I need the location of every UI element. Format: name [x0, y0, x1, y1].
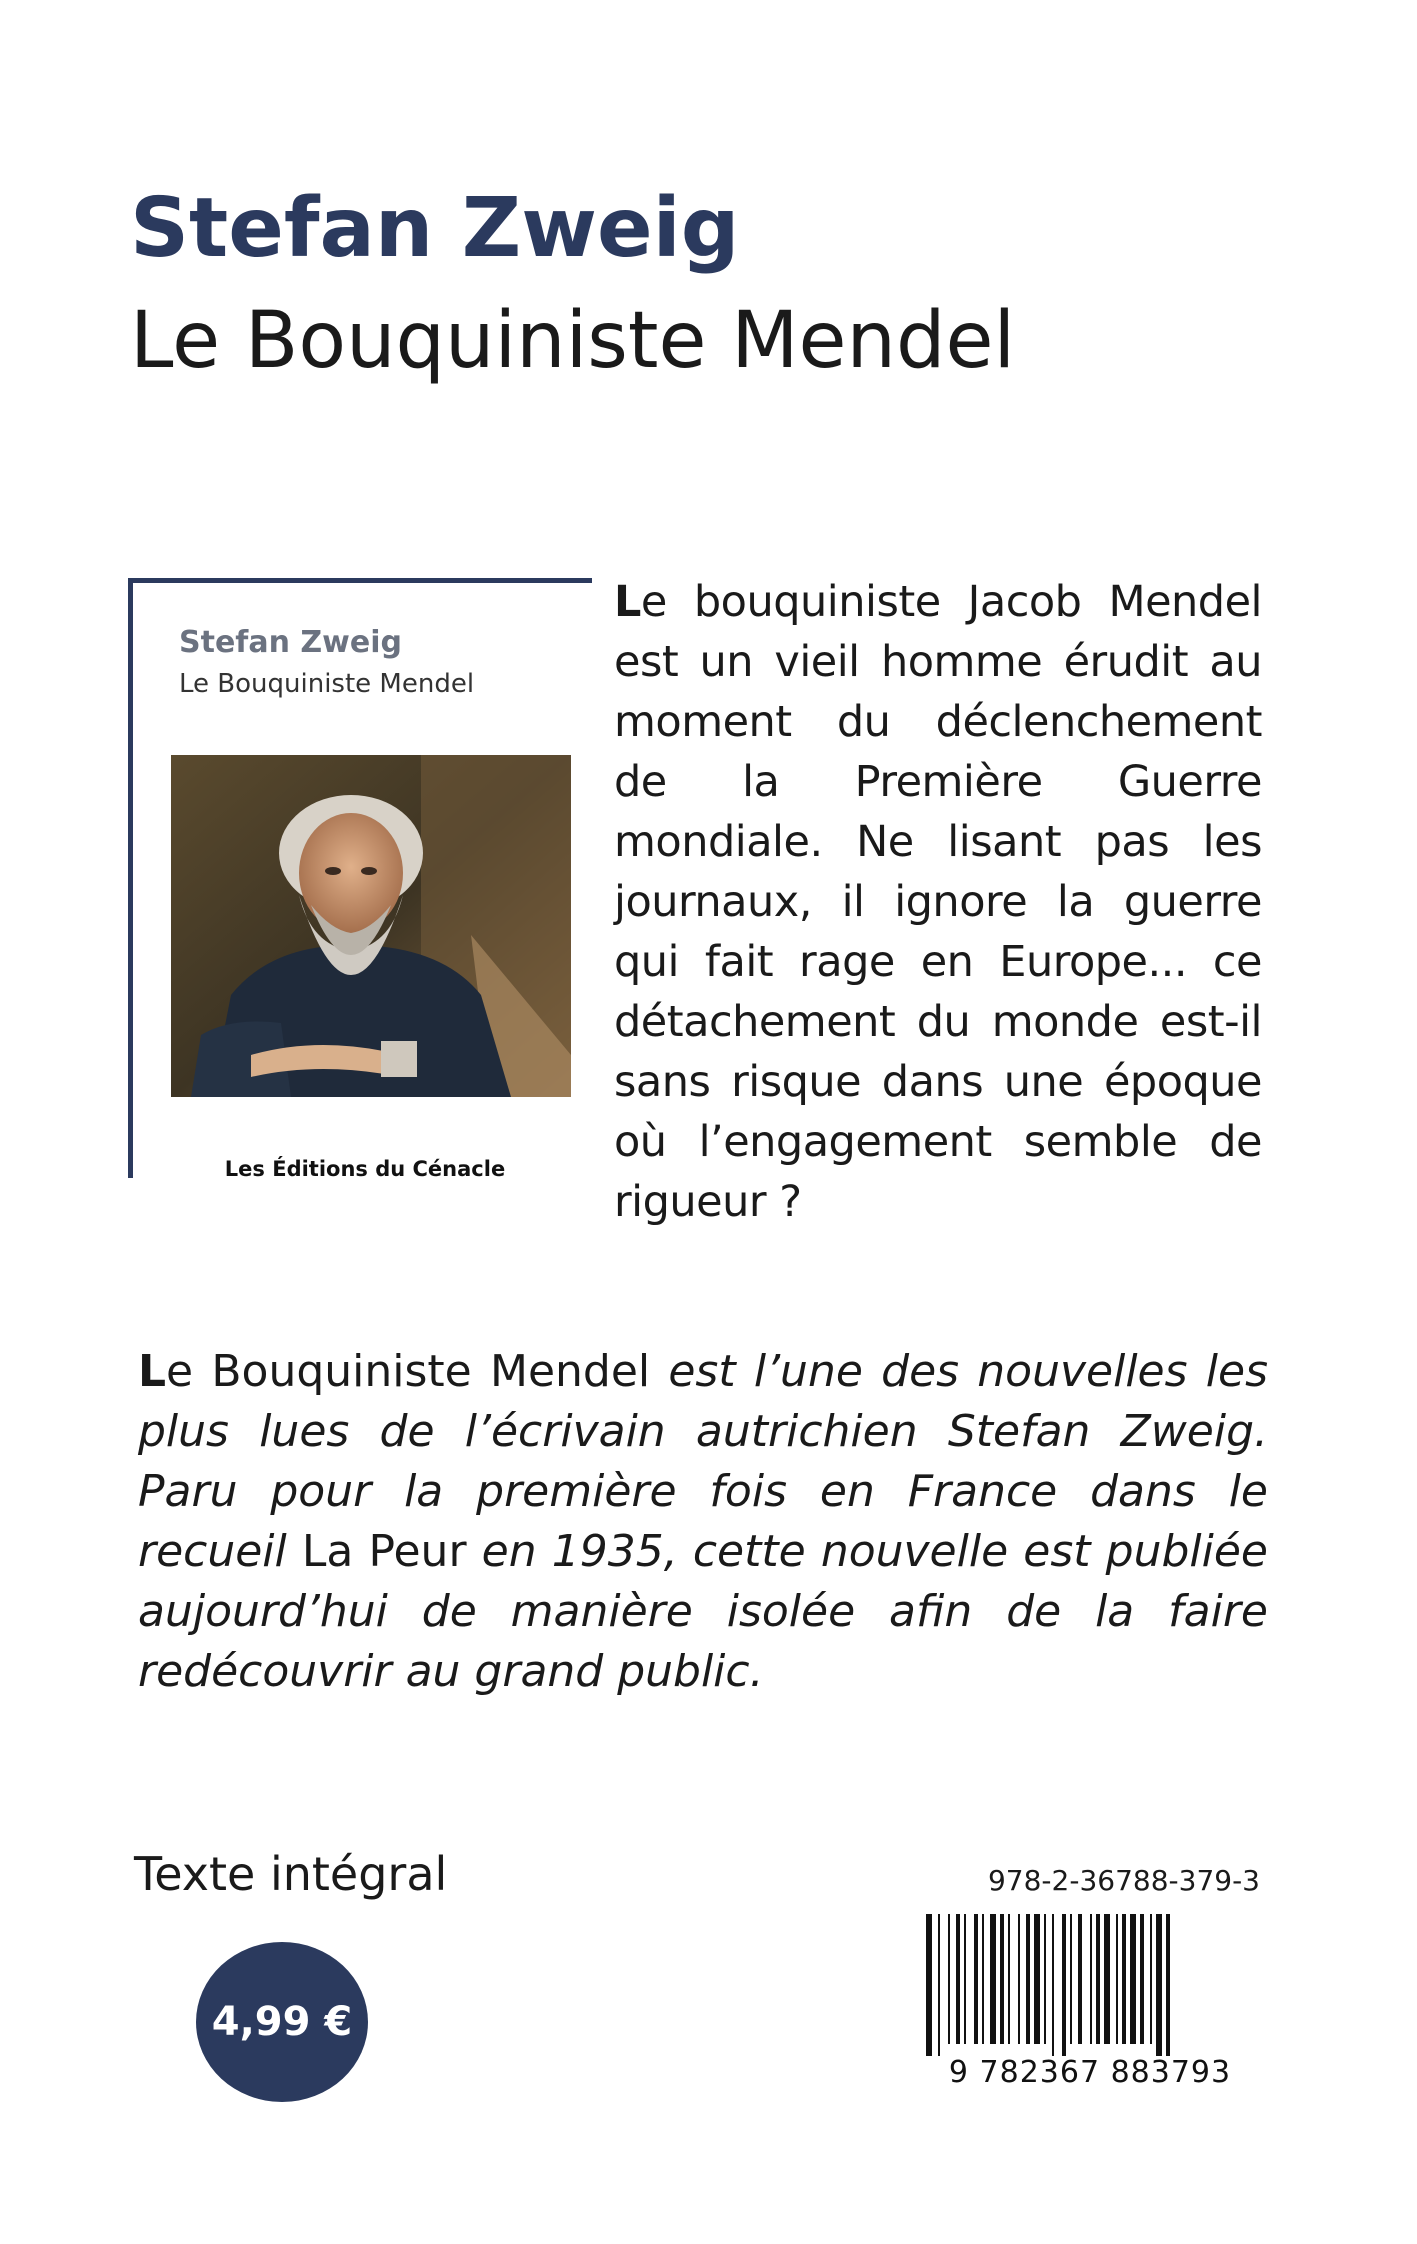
mini-cover: [128, 578, 592, 1181]
barcode-bar: [1044, 1914, 1046, 2044]
barcode-bar: [948, 1914, 950, 2044]
portrait-painting: [171, 755, 571, 1097]
barcode-bar: [1018, 1914, 1020, 2044]
barcode-bar: [1034, 1914, 1040, 2044]
barcode-bar: [1070, 1914, 1072, 2044]
mini-cover-publisher: Les Éditions du Cénacle: [224, 1157, 506, 1181]
description-text-1: est l’une des nouvelles les plus lues de l’écrivain autrichien Stefan Zweig. Paru pour la première fois en France dans le recueil: [138, 1346, 1268, 1577]
book-author: Stefan Zweig: [130, 181, 740, 276]
mini-cover-author: Stefan Zweig: [179, 625, 402, 660]
barcode-bar: [964, 1914, 966, 2044]
barcode-bar: [1104, 1914, 1110, 2044]
barcode-bar: [990, 1914, 996, 2044]
barcode-bar: [1156, 1914, 1162, 2056]
barcode-bar: [1090, 1914, 1092, 2044]
blurb-dropcap: L: [614, 577, 641, 627]
barcode-bar: [956, 1914, 960, 2044]
isbn-number: 978-2-36788-379-3: [987, 1864, 1260, 1897]
integral-label: Texte intégral: [134, 1847, 448, 1901]
price-value: 4,99 €: [211, 1999, 353, 2045]
blurb-paragraph: [614, 572, 1262, 1232]
barcode-bar: [1052, 1914, 1054, 2056]
barcode-bar: [982, 1914, 984, 2044]
description-paragraph: [138, 1342, 1268, 1702]
barcode: [900, 1908, 1280, 2088]
barcode-bar: [1008, 1914, 1010, 2044]
description-title: e Bouquiniste Mendel: [166, 1346, 651, 1397]
barcode-bar: [974, 1914, 978, 2044]
description-text-2: en 1935, cette nouvelle est publiée aujourd’hui de manière isolée afin de la faire redécouvrir au grand public.: [138, 1526, 1268, 1697]
barcode-bar: [938, 1914, 940, 2056]
barcode-digits: 9 782367 883793: [948, 2055, 1232, 2088]
barcode-bar: [1116, 1914, 1118, 2044]
barcode-bar: [1166, 1914, 1170, 2056]
barcode-bar: [1130, 1914, 1136, 2044]
barcode-bar: [1096, 1914, 1100, 2044]
barcode-bar: [1062, 1914, 1066, 2056]
description-collection: La Peur: [301, 1526, 467, 1577]
description-dropcap: L: [138, 1346, 167, 1397]
book-title: Le Bouquiniste Mendel: [130, 296, 1016, 386]
blurb-text: e bouquiniste Jacob Mendel est un vieil homme érudit au moment du déclenchement de la Première Guerre mondiale. Ne lisant pas les journaux, il ignore la guerre qui fait rage en Europe... ce détachement du monde est-il sans risque dans une époque où l’engagement semble de rigueur ?: [614, 577, 1262, 1227]
barcode-bar: [1140, 1914, 1144, 2044]
mini-cover-title: Le Bouquiniste Mendel: [179, 669, 475, 699]
barcode-bar: [1078, 1914, 1082, 2044]
barcode-bar: [926, 1914, 932, 2056]
price-badge: [196, 1942, 368, 2102]
barcode-bar: [1000, 1914, 1004, 2044]
barcode-bar: [1122, 1914, 1126, 2044]
barcode-bar: [1150, 1914, 1152, 2044]
barcode-bar: [1026, 1914, 1030, 2044]
